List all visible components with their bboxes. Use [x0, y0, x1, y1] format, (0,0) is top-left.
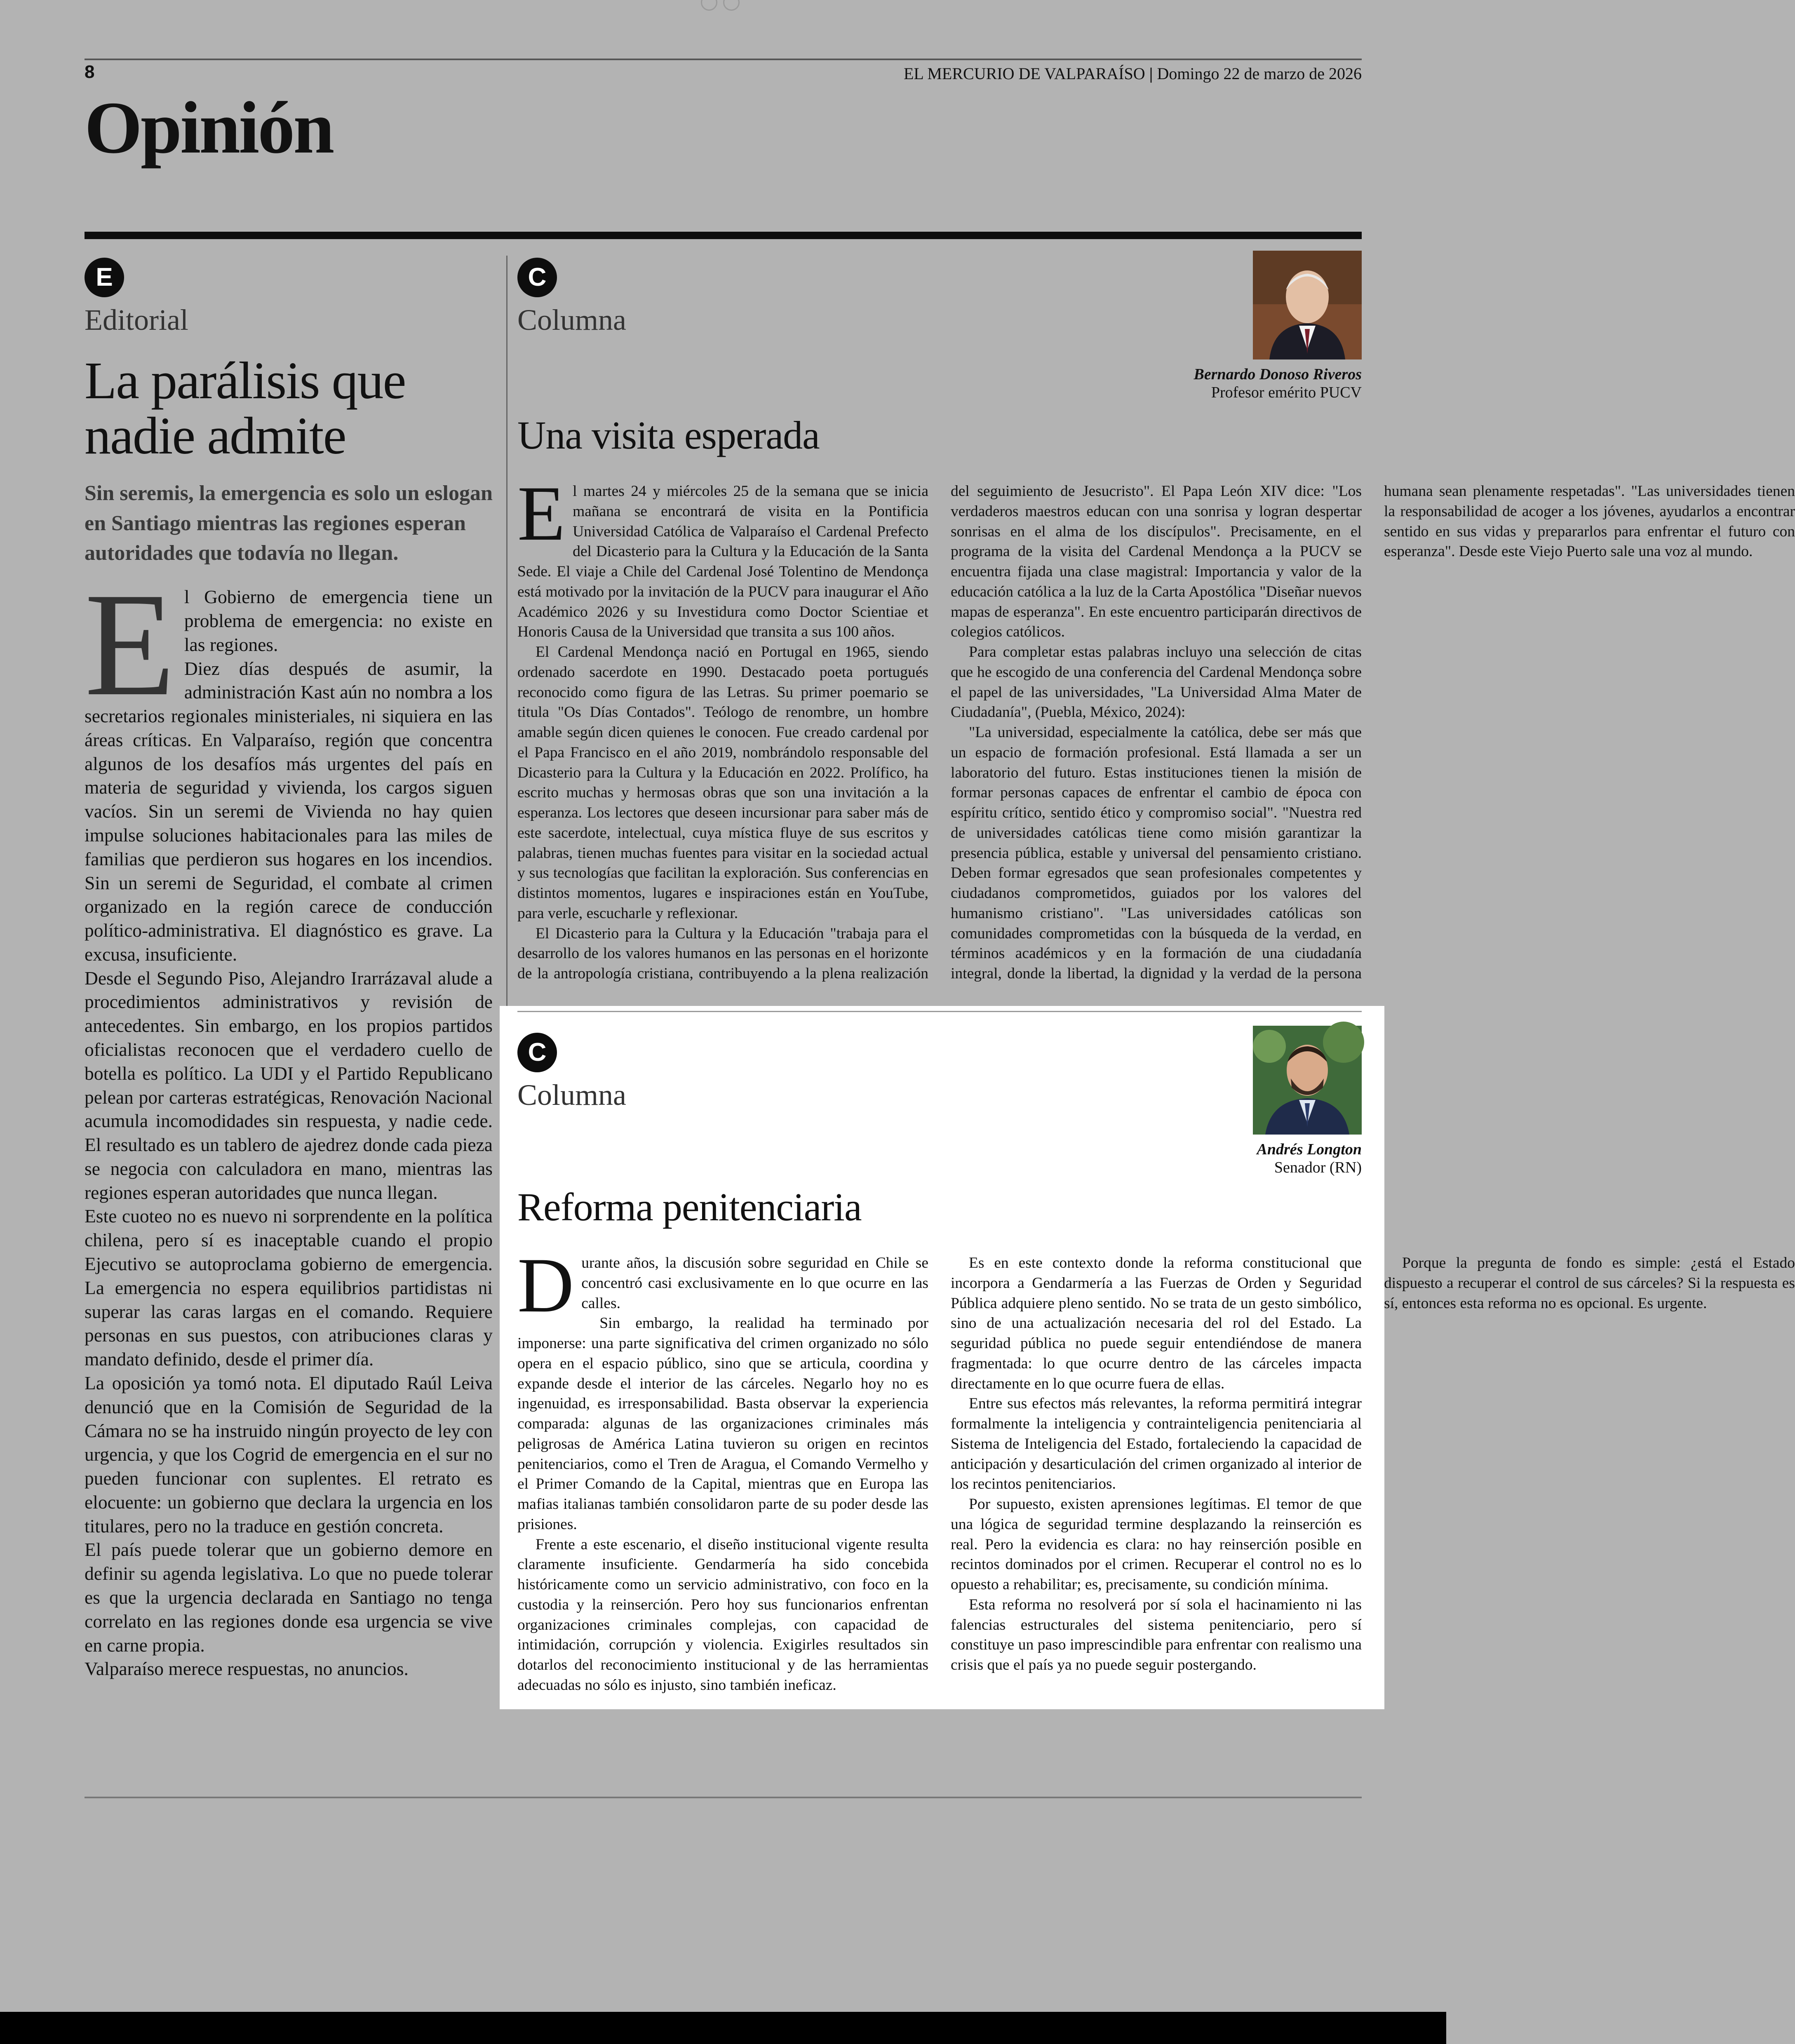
- editorial-paragraph: Desde el Segundo Piso, Alejandro Irarrázaval alude a procedimientos administrativos y revisión de antecedentes. Sin embargo, en los propios partidos oficialistas reconocen que el verdadero cuello de botella es político. La UDI y el Partido Republicano pelean por carteras estratégicas, Renovación Nacional acumula incomodidades sin respuesta, y nadie cede. El resultado es un tablero de ajedrez donde cada pieza se negocia con calculadora en mano, mientras las regiones esperan autoridades que nunca llegan.: [85, 967, 493, 1203]
- column2-drop-cap: D: [517, 1242, 574, 1329]
- column1-author-name: Bernardo Donoso Riveros: [1194, 366, 1362, 383]
- column2-author-name: Andrés Longton: [1257, 1141, 1362, 1158]
- column1-paragraph: l martes 24 y miércoles 25 de la semana que se inicia mañana se encontrará de visita en la Pontificia Universidad Católica de Valparaíso el Cardenal Prefecto del Dicasterio para la Cultura y la Educación de la Santa Sede. El viaje a Chile del Cardenal José Tolentino de Mendonça está motivado por la invitación de la PUCV para inaugurar el Año Académico 2026 y su Investidura como Doctor Scientiae et Honoris Causa de la Universidad que transita a sus 100 años.: [517, 483, 928, 641]
- column2-block: [517, 1033, 930, 1112]
- column1-author-role: Profesor emérito PUCV: [1211, 384, 1362, 401]
- column1-author: [1114, 251, 1362, 402]
- page-nav-dots: [701, 0, 746, 12]
- portrait-photo-icon: [1253, 251, 1362, 359]
- column1-headline: Una visita esperada: [517, 413, 820, 457]
- column2-paragraph: Porque la pregunta de fondo es simple: ¿está el Estado dispuesto a recuperar el control de sus cárceles? Si la respuesta es sí, entonces esta reforma no es opcional. Es urgente.: [1384, 1255, 1795, 1312]
- column-separator-rule: [517, 1011, 1362, 1012]
- section-title: Opinión: [85, 87, 333, 169]
- column1-body: [517, 470, 1795, 1001]
- editorial-headline-line2: nadie admite: [85, 406, 346, 465]
- bottom-bar: [0, 2012, 1446, 2044]
- separator: |: [1145, 64, 1157, 83]
- publication-line: [904, 64, 1362, 83]
- column2-author: [1114, 1026, 1362, 1177]
- publication-date: Domingo 22 de marzo de 2026: [1157, 64, 1362, 83]
- editorial-badge: E: [85, 258, 124, 297]
- editorial-kind: Editorial: [85, 303, 188, 336]
- column1-badge: C: [517, 258, 557, 297]
- publication-name: EL MERCURIO DE VALPARAÍSO: [903, 64, 1145, 83]
- editorial-paragraph: l Gobierno de emergencia tiene un problema de emergencia: no existe en las regiones.: [184, 586, 493, 655]
- column1-drop-cap: E: [517, 470, 566, 557]
- column1-paragraph: El Cardenal Mendonça nació en Portugal en 1965, siendo ordenado sacerdote en 1990. Destacado poeta portugués reconocido como figura de las Letras. Su primer poemario se titula "Os Días Contados". Teólogo de renombre, un hombre amable según dicen quienes le conocen. Fue creado cardenal por el Papa Francisco en el año 2019, nombrándolo responsable del Dicasterio para la Cultura y la Educación en 2022. Prolífico, ha escrito muchas y hermosas obras que son una invitación a la esperanza. Los lectores que deseen incursionar para saber más de este sacerdote, intelectual, cuya mística fluye de sus escritos y palabras, tienen muchas fuentes para visitar en la sociedad actual y sus tecnologías que facilitan la exploración. Sus conferencias en distintos momentos, lugares e inspiraciones están en YouTube, para verle, escucharle y reflexionar.: [517, 644, 928, 922]
- column2-kind: Columna: [517, 1078, 626, 1111]
- column2-headline: Reforma penitenciaria: [517, 1185, 862, 1229]
- page-number: 8: [85, 62, 95, 82]
- column2-badge: C: [517, 1033, 557, 1072]
- editorial-drop-cap: E: [85, 562, 175, 727]
- editorial-headline: [85, 353, 493, 464]
- editorial-paragraph: El país puede tolerar que un gobierno demore en definir su agenda legislativa. Lo que no puede tolerar es que la urgencia declarada en Santiago no tenga correlato en las regiones donde esa urgencia se vive en carne propia.: [85, 1539, 493, 1656]
- dot-icon: [723, 0, 740, 11]
- column1-paragraph: Para completar estas palabras incluyo una selección de citas que he escogido de una conferencia del Cardenal Mendonça sobre el papel de las universidades, "La Universidad Alma Mater de Ciudadanía", (Puebla, México, 2024):: [951, 644, 1362, 721]
- editorial-lead: Sin seremis, la emergencia es solo un eslogan en Santiago mientras las regiones esperan autoridades que todavía no llegan.: [85, 481, 493, 565]
- section-rule: [85, 232, 1362, 239]
- portrait-photo-icon: [1253, 1026, 1362, 1135]
- column2-paragraph: Por supuesto, existen aprensiones legítimas. El temor de que una lógica de seguridad termine desplazando la reinserción es real. Pero la evidencia es clara: no hay reinserción posible en recintos dominados por el crimen. Recuperar el control no es lo opuesto a rehabilitar; es, precisamente, su condición mínima.: [951, 1496, 1362, 1593]
- column2-paragraph: Esta reforma no resolverá por sí sola el hacinamiento ni las falencias estructurales del sistema penitenciario, pero sí constituye un paso imprescindible para enfrentar con realismo una crisis que el país ya no puede seguir postergando.: [951, 1596, 1362, 1673]
- header-rule: [85, 59, 1362, 60]
- column2-paragraph: Entre sus efectos más relevantes, la reforma permitirá integrar formalmente la inteligencia y contrainteligencia penitenciaria al Sistema de Inteligencia del Estado, fortaleciendo la capacidad de anticipación y desarticulación del crimen organizado al interior de los recintos penitenciarios.: [951, 1395, 1362, 1493]
- column1-kind: Columna: [517, 303, 626, 336]
- dot-icon: [701, 0, 717, 11]
- column2-paragraph: Frente a este escenario, el diseño institucional vigente resulta claramente insuficiente. Gendarmería ha sido concebida históricamente como un servicio administrativo, con foco en la custodia y la reinserción. Pero hoy sus funcionarios enfrentan organizaciones criminales complejas, con capacidad de intimidación, corrupción y violencia. Exigirles resultados sin dotarlos del reconocimiento institucional y de las herramientas adecuadas no sólo es injusto, sino también ineficaz.: [517, 1536, 928, 1694]
- editorial-paragraph: Este cuoteo no es nuevo ni sorprendente en la política chilena, pero sí es inaceptable cuando el propio Ejecutivo se autoproclama gobierno de emergencia. La emergencia no espera equilibrios partidistas ni superar las caras largas en el comando. Requiere personas en sus puestos, con atribuciones claras y mandato definido, desde el primer día.: [85, 1205, 493, 1370]
- editorial-paragraph: La oposición ya tomó nota. El diputado Raúl Leiva denunció que en la Comisión de Seguridad de la Cámara no se ha instruido ningún proyecto de ley con urgencia, y que los Cogrid de emergencia en el sur no pueden funcionar con suplentes. El retrato es elocuente: un gobierno que declara la urgencia en los titulares, pero no la traduce en gestión concreta.: [85, 1372, 493, 1537]
- editorial-block: [85, 258, 493, 1681]
- editorial-body: [85, 562, 493, 1681]
- editorial-paragraph: Diez días después de asumir, la administración Kast aún no nombra a los secretarios regionales ministeriales, ni siquiera en las áreas críticas. En Valparaíso, región que concentra algunos de los desafíos más urgentes del país en materia de seguridad y vivienda, los cargos siguen vacíos. Sin un seremi de Vivienda no hay quien impulse soluciones habitacionales para las miles de familias que perdieron sus hogares en los incendios. Sin un seremi de Seguridad, el combate al crimen organizado en la región carece de conducción político-administrativa. El diagnóstico es grave. La excusa, insuficiente.: [85, 658, 493, 965]
- column2-author-role: Senador (RN): [1274, 1159, 1362, 1176]
- column2-body: [517, 1242, 1795, 1699]
- column2-paragraph: Sin embargo, la realidad ha terminado por imponerse: una parte significativa del crimen organizado no sólo opera en el espacio público, sino que se articula, coordina y expande desde el interior de las cárceles. Negarlo hoy no es ingenuidad, es irresponsabilidad. Basta observar la experiencia comparada: algunas de las organizaciones criminales más peligrosas de América Latina tuvieron su origen en recintos penitenciarios, como el Tren de Aragua, el Comando Vermelho y el Primer Comando de la Capital, mientras que en Europa las mafias italianas también consolidaron parte de su poder desde las prisiones.: [517, 1315, 928, 1533]
- editorial-headline-line1: La parálisis que: [85, 351, 406, 410]
- footer-rule: [85, 1797, 1362, 1798]
- editorial-paragraph: Valparaíso merece respuestas, no anuncios.: [85, 1658, 409, 1680]
- column2-paragraph: Es en este contexto donde la reforma constitucional que incorpora a Gendarmería a las Fuerzas de Orden y Seguridad Pública adquiere pleno sentido. No se trata de un gesto simbólico, sino de una actualización necesaria del rol del Estado. La seguridad pública no puede seguir entendiéndose de manera fragmentada: lo que ocurre dentro de las cárceles impacta directamente en lo que ocurre fuera de ellas.: [951, 1255, 1362, 1392]
- column2-paragraph: urante años, la discusión sobre seguridad en Chile se concentró casi exclusivamente en lo que ocurre en las calles.: [581, 1255, 928, 1312]
- column1-paragraph: "La universidad, especialmente la católica, debe ser más que un espacio de formación profesional. Está llamada a ser un laboratorio del futuro. Estas instituciones tienen la misión de formar personas capaces de enfrentar el cambio de época con espíritu crítico, sentido ético y compromiso social". "Nuestra red de universidades católicas tiene como misión garantizar la presencia pública, estable y universal del pensamiento cristiano. Deben formar egresados que sean profesionales competentes y ciudadanos comprometidos, guiados por los valores del humanismo cristiano". "Las universidades católicas son comunidades comprometidas con la búsqueda de la verdad, en términos académicos y en la formación de una ciudadanía integral, donde la libertad, la dignidad y la verdad de la persona humana sean plenamente respetadas". "Las universidades tienen la responsabilidad de acoger a los jóvenes, ayudarlos a encontrar sentido en sus vidas y prepararlos para enfrentar el futuro con esperanza". Desde este Viejo Puerto sale una voz al mundo.: [951, 483, 1795, 982]
- column1-paragraph: El Dicasterio para la Cultura y la Educación "trabaja para el desarrollo de los valores humanos en las personas en el horizonte de la antropología cristiana, contribuyendo a la plena realización del seguimiento de Jesucristo". El Papa León XIV dice: "Los verdaderos maestros educan con una sonrisa y logran despertar sonrisas en el alma de los discípulos". Precisamente, en el programa de la visita del Cardenal Mendonça a la PUCV se encuentra fijada una clase magistral: Importancia y valor de la educación católica a la luz de la Carta Apostólica "Diseñar nuevos mapas de esperanza". En este encuentro participarán directivos de colegios católicos.: [517, 483, 1362, 982]
